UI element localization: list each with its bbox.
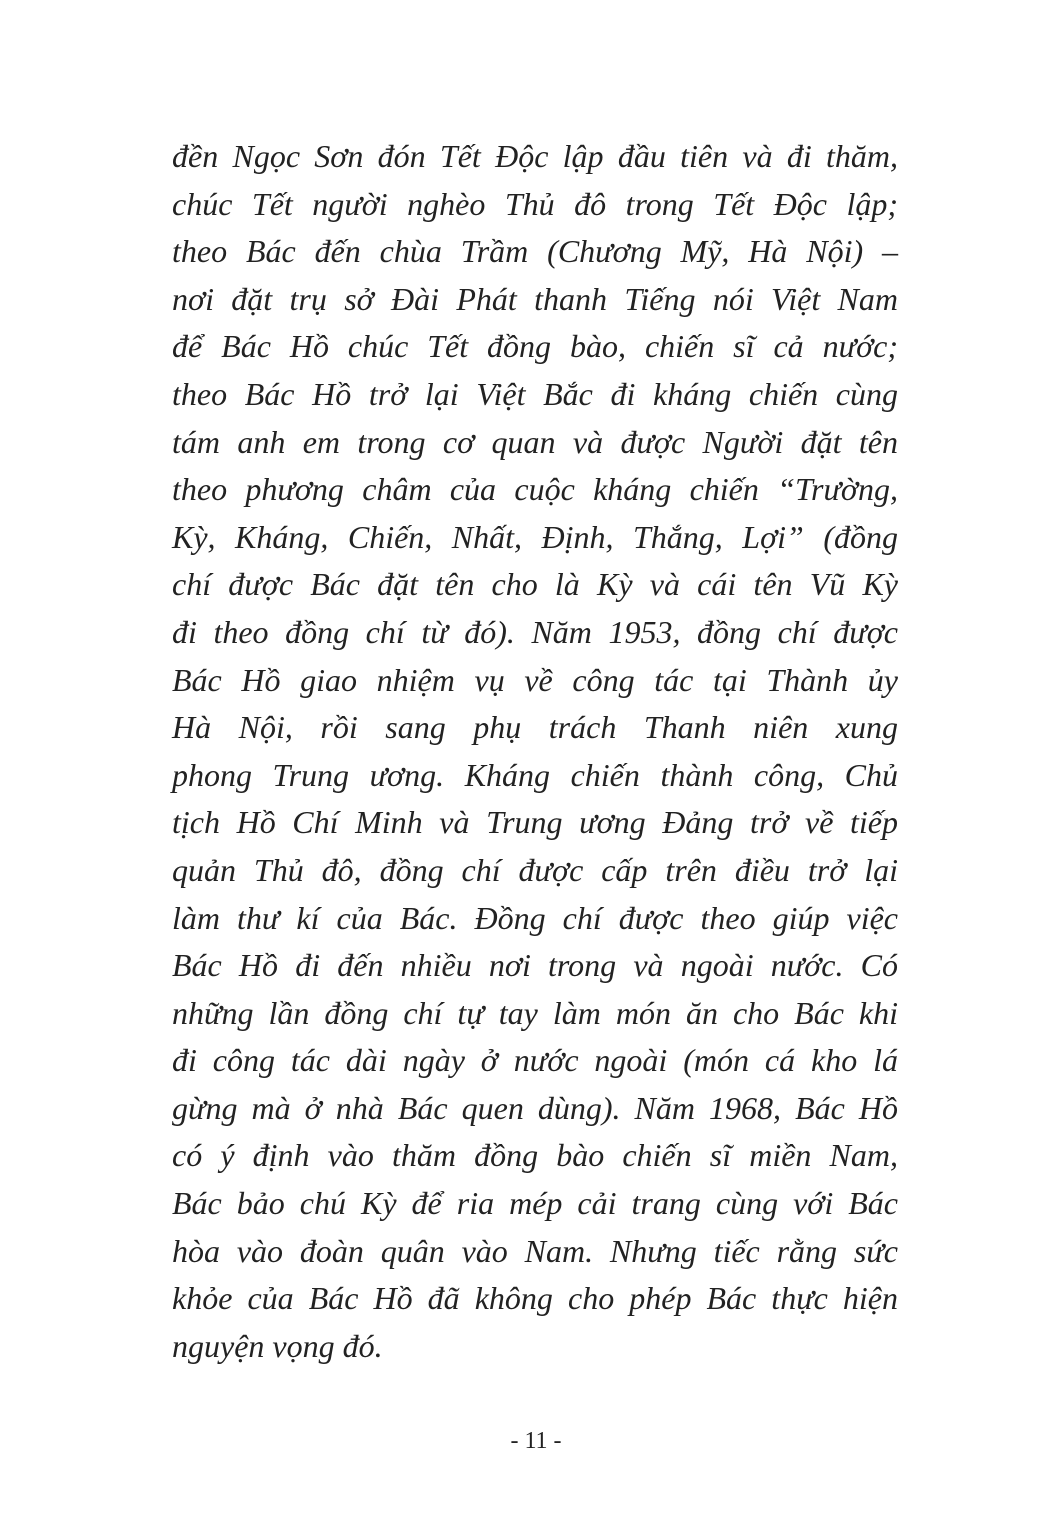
body-text: [172, 133, 898, 1370]
text-line: đền Ngọc Sơn đón Tết Độc lập đầu tiên và đi thăm,: [172, 138, 898, 174]
text-line: Bác Hồ đi đến nhiều nơi trong và ngoài nước. Có: [172, 947, 898, 984]
text-line: đi theo đồng chí từ đó). Năm 1953, đồng chí được: [172, 613, 898, 650]
text-line: khỏe của Bác Hồ đã không cho phép Bác thực hiện: [172, 1280, 898, 1317]
page-number: - 11 -: [510, 1428, 562, 1454]
text-line: theo Bác Hồ trở lại Việt Bắc đi kháng chiến cùng: [172, 375, 898, 412]
text-line: Kỳ, Kháng, Chiến, Nhất, Định, Thắng, Lợi” (đồng: [172, 518, 898, 555]
text-line: Hà Nội, rồi sang phụ trách Thanh niên xung: [172, 709, 898, 746]
text-line: Bác bảo chú Kỳ để ria mép cải trang cùng với Bác: [172, 1185, 898, 1222]
text-line: để Bác Hồ chúc Tết đồng bào, chiến sĩ cả nước;: [172, 328, 898, 365]
text-line: gừng mà ở nhà Bác quen dùng). Năm 1968, Bác Hồ: [172, 1089, 898, 1126]
text-line: chí được Bác đặt tên cho là Kỳ và cái tên Vũ Kỳ: [172, 566, 898, 603]
text-line: những lần đồng chí tự tay làm món ăn cho Bác khi: [172, 994, 898, 1031]
text-line: nguyện vọng đó.: [172, 1327, 383, 1364]
text-line: Bác Hồ giao nhiệm vụ về công tác tại Thành ủy: [172, 661, 898, 698]
text-line: chúc Tết người nghèo Thủ đô trong Tết Độc lập;: [172, 185, 898, 222]
text-line: tịch Hồ Chí Minh và Trung ương Đảng trở về tiếp: [172, 804, 898, 841]
text-line: làm thư kí của Bác. Đồng chí được theo giúp việc: [172, 899, 898, 936]
text-line: hòa vào đoàn quân vào Nam. Nhưng tiếc rằng sức: [172, 1232, 898, 1269]
text-line: nơi đặt trụ sở Đài Phát thanh Tiếng nói Việt Nam: [172, 280, 898, 317]
text-line: theo phương châm của cuộc kháng chiến “Trường,: [172, 471, 898, 508]
text-line: tám anh em trong cơ quan và được Người đặt tên: [172, 423, 898, 460]
text-line: đi công tác dài ngày ở nước ngoài (món cá kho lá: [172, 1042, 898, 1079]
text-line: phong Trung ương. Kháng chiến thành công, Chủ: [172, 756, 898, 793]
text-line: có ý định vào thăm đồng bào chiến sĩ miền Nam,: [172, 1137, 898, 1174]
text-line: quản Thủ đô, đồng chí được cấp trên điều trở lại: [172, 851, 898, 888]
text-line: theo Bác đến chùa Trầm (Chương Mỹ, Hà Nội) –: [172, 233, 898, 270]
